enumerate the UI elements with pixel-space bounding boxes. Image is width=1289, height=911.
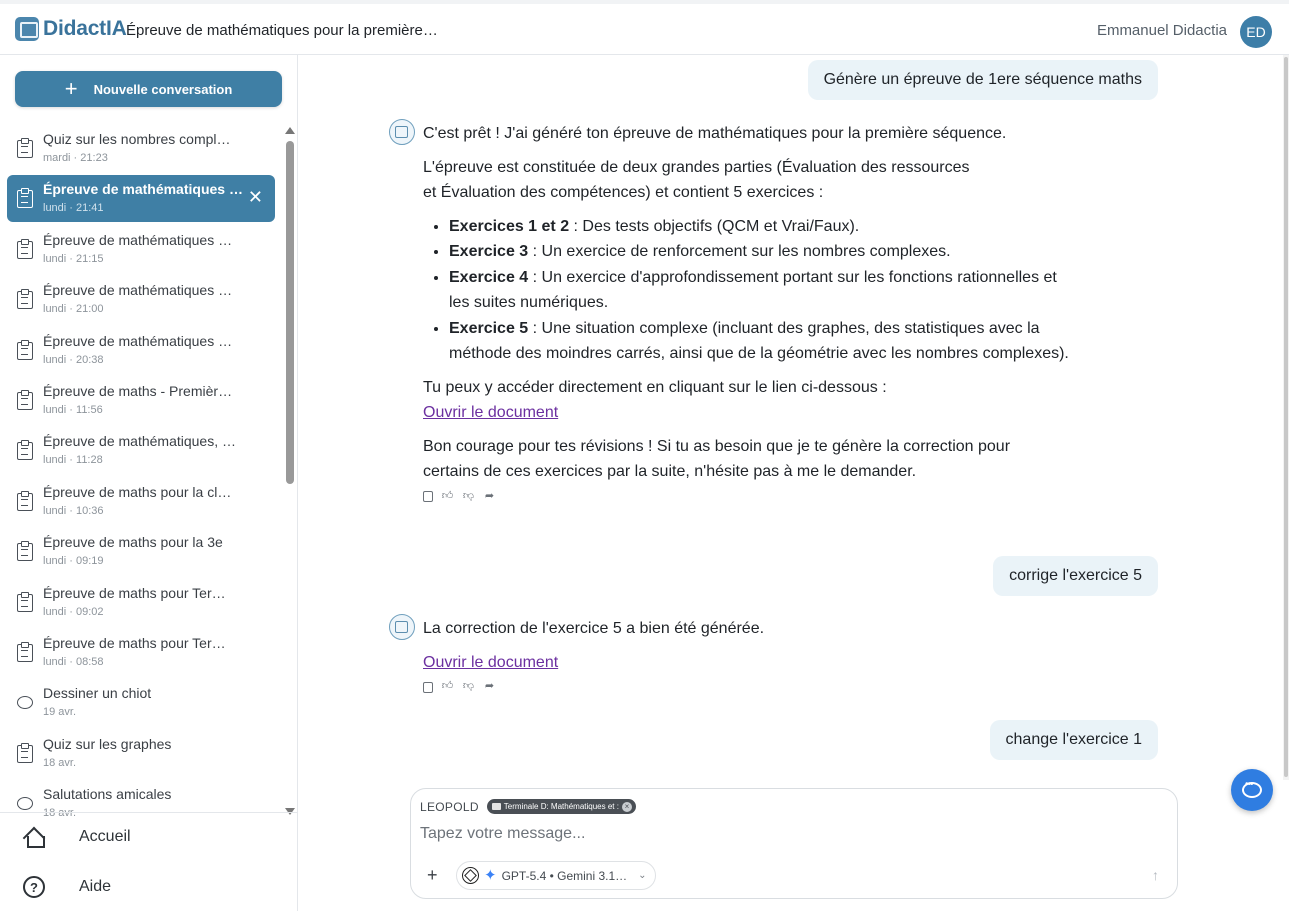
clipboard-icon: [17, 342, 33, 360]
new-conversation-label: Nouvelle conversation: [93, 81, 233, 97]
help-link[interactable]: [23, 876, 111, 898]
conversation-title: Quiz sur les nombres compl…: [43, 131, 231, 147]
agent-name: LEOPOLD: [420, 799, 479, 814]
list-item: • Exercice 5 : Une situation complexe (incluant des graphes, des statistiques avec la méthode des moindres carrés, ainsi que de la géométrie avec les nombres complexes).: [449, 316, 1069, 367]
clipboard-icon: [17, 442, 33, 460]
user-name: Emmanuel Didactia: [1096, 22, 1227, 39]
clipboard-icon: [17, 594, 33, 612]
send-button[interactable]: ↑: [1152, 867, 1159, 883]
model-selector[interactable]: [456, 861, 656, 890]
conversation-item[interactable]: [7, 679, 275, 726]
conversation-item[interactable]: [7, 125, 275, 172]
conversation-list: [0, 125, 282, 819]
conversation-date: lundi · 08:58: [43, 656, 104, 668]
clipboard-icon: [17, 392, 33, 410]
assistant-message: [423, 121, 1069, 505]
openai-icon: [462, 867, 479, 884]
conversation-date: 18 avr.: [43, 807, 77, 819]
conversation-item[interactable]: [7, 730, 275, 777]
conversation-date: mardi · 21:23: [43, 152, 108, 164]
sidebar-footer: [0, 812, 298, 911]
open-document-link[interactable]: Ouvrir le document: [423, 404, 559, 421]
plus-icon: +: [64, 76, 78, 101]
book-check-icon: [17, 644, 33, 662]
conversation-date: lundi · 21:15: [43, 253, 104, 265]
message-paragraph: Bon courage pour tes révisions ! Si tu as besoin que je te génère la correction pour certains de ces exercices par la suite, n'hésite pas à me le demander.: [423, 437, 1011, 480]
conversation-date: lundi · 09:02: [43, 606, 104, 618]
thumbs-up-icon[interactable]: 👍︎: [441, 680, 454, 693]
conversation-item[interactable]: [7, 427, 275, 474]
share-icon[interactable]: ➦: [484, 680, 495, 693]
message-paragraph: Tu peux y accéder directement en cliquant sur le lien ci-dessous : Ouvrir le document: [423, 378, 887, 421]
conversation-date: lundi · 20:38: [43, 354, 104, 366]
conversation-title: Épreuve de mathématiques pour la première…: [126, 22, 438, 39]
conversation-title: Épreuve de mathématiques, …: [43, 433, 236, 449]
conversation-date: 19 avr.: [43, 706, 77, 718]
clipboard-icon: [17, 745, 33, 763]
user-message: corrige l'exercice 5: [993, 556, 1158, 596]
conversation-title: Dessiner un chiot: [43, 685, 152, 701]
chat-area: [299, 55, 1289, 911]
conversation-title: Épreuve de maths - Premièr…: [43, 383, 233, 399]
sidebar: [0, 55, 298, 911]
message-paragraph: [423, 650, 1063, 676]
assistant-avatar-icon: [389, 119, 415, 145]
conversation-date: lundi · 11:56: [43, 404, 103, 416]
conversation-item[interactable]: [7, 478, 275, 525]
chat-bubble-icon: [17, 696, 33, 709]
logo-text: DidactIA: [43, 17, 127, 40]
conversation-title: Épreuve de maths pour la 3e: [43, 534, 223, 550]
conversation-title: Épreuve de maths pour la cl…: [43, 484, 232, 500]
exercise-list: [449, 214, 1069, 367]
user-message: Génère un épreuve de 1ere séquence maths: [808, 60, 1158, 100]
sidebar-scrollbar[interactable]: [284, 125, 296, 815]
conversation-date: lundi · 21:00: [43, 303, 104, 315]
chat-scrollbar[interactable]: [1283, 55, 1289, 780]
message-paragraph: C'est prêt ! J'ai généré ton épreuve de mathématiques pour la première séquence.: [423, 125, 1007, 142]
conversation-date: lundi · 11:28: [43, 454, 103, 466]
conversation-title: Épreuve de mathématiques …: [43, 232, 233, 248]
clipboard-icon: [17, 140, 33, 158]
message-actions: [423, 679, 1063, 695]
home-link[interactable]: [23, 827, 131, 847]
thumbs-down-icon[interactable]: 👎︎: [462, 680, 475, 693]
message-actions: [423, 489, 1063, 505]
help-icon: ?: [23, 876, 45, 898]
remove-context-icon[interactable]: ×: [622, 802, 632, 812]
app-logo[interactable]: [15, 17, 127, 41]
chat-bubble-icon: [1242, 782, 1262, 798]
help-label: Aide: [79, 878, 112, 895]
list-item: • Exercices 1 et 2 : Des tests objectifs (QCM et Vrai/Faux).: [449, 214, 1069, 240]
share-icon[interactable]: ➦: [484, 489, 495, 502]
model-label: GPT-5.4 • Gemini 3.1…: [501, 868, 628, 883]
conversation-date: lundi · 09:19: [43, 555, 104, 567]
support-chat-button[interactable]: [1231, 769, 1273, 811]
open-document-link[interactable]: Ouvrir le document: [423, 653, 559, 671]
user-avatar[interactable]: ED: [1240, 16, 1272, 48]
top-bar: [0, 0, 1289, 55]
list-item: • Exercice 4 : Un exercice d'approfondissement portant sur les fonctions rationnelles et les suites numériques.: [449, 265, 1069, 316]
conversation-title: Épreuve de maths pour Ter…: [43, 635, 226, 651]
conversation-item[interactable]: [7, 528, 275, 575]
message-paragraph: La correction de l'exercice 5 a bien été générée.: [423, 620, 765, 637]
conversation-date: lundi · 10:36: [43, 505, 104, 517]
list-item: • Exercice 3 : Un exercice de renforcement sur les nombres complexes.: [449, 239, 1069, 265]
conversation-title: Épreuve de maths pour Ter…: [43, 585, 226, 601]
gemini-icon: ✦: [484, 867, 497, 884]
copy-icon[interactable]: [423, 491, 433, 502]
thumbs-up-icon[interactable]: 👍︎: [441, 489, 454, 502]
message-paragraph: L'épreuve est constituée de deux grandes parties (Évaluation des ressources et Évaluation des compétences) et contient 5 exercices :: [423, 158, 970, 201]
conversation-title: Quiz sur les graphes: [43, 736, 172, 752]
thumbs-down-icon[interactable]: 👎︎: [462, 489, 475, 502]
agent-row: [420, 799, 636, 814]
conversation-item[interactable]: [7, 579, 275, 626]
home-label: Accueil: [79, 828, 131, 845]
user-message: change l'exercice 1: [990, 720, 1158, 760]
message-input[interactable]: [420, 825, 1160, 843]
scroll-up-arrow-icon[interactable]: [285, 127, 295, 134]
context-chip-label: Terminale D: Mathématiques et :: [503, 802, 619, 811]
conversation-title: Épreuve de mathématiques …: [43, 282, 233, 298]
assistant-avatar-icon: [389, 614, 415, 640]
assistant-message: [423, 616, 1063, 695]
clipboard-icon: [17, 543, 33, 561]
conversation-item-active[interactable]: [7, 175, 275, 222]
conversation-item[interactable]: [7, 629, 275, 676]
message-composer: [410, 788, 1178, 899]
conversation-date: 18 avr.: [43, 757, 77, 769]
clipboard-icon: [17, 241, 33, 259]
conversation-item[interactable]: [7, 327, 275, 374]
conversation-title: Épreuve de mathématiques …: [43, 333, 233, 349]
copy-icon[interactable]: [423, 682, 433, 693]
new-conversation-button[interactable]: [15, 71, 282, 107]
conversation-item[interactable]: [7, 226, 275, 273]
conversation-title: Salutations amicales: [43, 786, 172, 802]
clipboard-icon: [17, 190, 33, 208]
scrollbar-thumb[interactable]: [286, 141, 294, 484]
context-chip[interactable]: [487, 799, 636, 814]
conversation-item[interactable]: [7, 377, 275, 424]
clipboard-icon: [17, 291, 33, 309]
close-icon[interactable]: ✕: [247, 187, 263, 207]
clipboard-icon: [17, 493, 33, 511]
home-icon: [23, 827, 45, 847]
conversation-title: Épreuve de mathématiques …: [43, 181, 243, 197]
attach-plus-button[interactable]: +: [427, 865, 438, 885]
chat-bubble-icon: [17, 797, 33, 810]
conversation-item[interactable]: [7, 276, 275, 323]
scrollbar-thumb[interactable]: [1284, 57, 1288, 777]
conversation-date: lundi · 21:41: [43, 202, 104, 214]
logo-icon: [15, 17, 39, 41]
graduation-cap-icon: [492, 803, 501, 810]
chevron-down-icon: ⌄: [638, 870, 647, 881]
